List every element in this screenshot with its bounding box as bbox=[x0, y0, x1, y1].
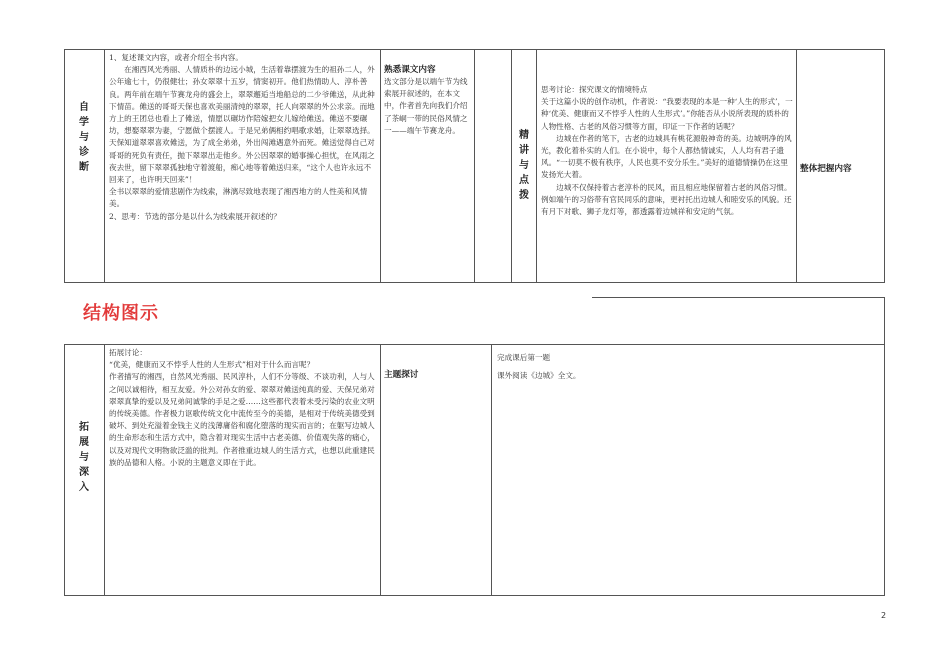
paragraph: 作者描写的湘西，自然风光秀丽、民风淳朴，人们不分等级、不谈功利，人与人之间以诚相待，相互友爱。外公对孙女的爱、翠翠对傩送纯真的爱、天保兄弟对翠翠真挚的爱以及兄弟间诚挚的手足之爱……这些都代表着未受污染的农业文明的传统美德。作者极力讴歌传统文化中流传至今的美德，是相对于传统美德受到破坏、到处充溢着金钱主义的浅薄庸俗和腐化堕落的现实而言的；在躯写边城人的生命形态和生活方式中，隐含着对现实生活中古老美德、价值观失落的痛心，以及对现代文明物欲泛滥的批判。作者推重边城人的生活方式，也想以此重建民族的品德和人格。小说的主题意义即在于此。 bbox=[109, 372, 375, 467]
section2-right-text bbox=[497, 352, 877, 382]
section1-right-text bbox=[541, 84, 793, 218]
structure-title: 结构图示 bbox=[83, 303, 159, 324]
label-char: 点 bbox=[519, 175, 529, 186]
label-char: 与 bbox=[519, 160, 529, 171]
structure-box-top bbox=[592, 297, 885, 298]
paragraph: 在湘西风光秀丽、人情质朴的边远小城，生活着靠摆渡为生的祖孙二人，外公年逾七十，仍很健壮；孙女翠翠十五岁，情窦初开。他们热情助人、淳朴善良。两年前在端午节赛龙舟的盛会上，翠翠邂逅当地船总的二少爷傩送，从此种下情苗。傩送的哥哥天保也喜欢美丽清纯的翠翠，托人向翠翠的外公求亲。而地方上的王团总也看上了傩送，情愿以碾坊作陪嫁把女儿嫁给傩送。傩送不要碾坊，想娶翠翠为妻，宁愿做个摆渡人。于是兄弟俩相约唱歌求婚，让翠翠选择。天保知道翠翠喜欢傩送，为了成全弟弟，外出闯滩遇意外而死。傩送觉得自己对哥哥的死负有责任，抛下翠翠出走他乡。外公因翠翠的婚事操心担忧，在风雨之夜去世，留下翠翠孤独地守着渡船，痴心地等着傩送归来，“这个人也许永远不回来了，也许明天回来”！ bbox=[109, 65, 375, 185]
section2-body-text bbox=[109, 347, 377, 469]
paragraph: 边城在作者的笔下，古老的边城具有桃花源般神奇的美。边城明净的风光，教化着朴实的人们。在小说中，每个人都热情诚实，人人均有君子遗风。“一切莫不极有秩序，人民也莫不安分乐生。”美好的道德情操仍在这里发扬光大着。 bbox=[541, 133, 792, 180]
label-char: 断 bbox=[79, 162, 89, 173]
paragraph: 全书以翠翠的爱情悲剧作为线索，淋漓尽致地表现了湘西地方的人性美和风情美。 bbox=[109, 187, 368, 209]
label-char: 学 bbox=[79, 117, 89, 128]
label-char: 诊 bbox=[79, 147, 89, 158]
paragraph: 关于这篇小说的创作动机，作者说：“我要表现的本是一种‘人生的形式’，一种‘优美、健康而又不悖乎人性的人生形式’。”你能否从小说所表现的质朴的人物性格、古老的风俗习惯等方面，印证一下作者的话呢？ bbox=[541, 97, 793, 131]
paragraph: 边城不仅保持着古老淳朴的民风，而且相应地保留着古老的风俗习惯。例如端午的习俗带有官民同乐的意味，更衬托出边城人和睦安乐的风貌。还有月下对歌、狮子龙灯等，都透露着边城祥和安定的气氛。 bbox=[541, 182, 792, 217]
paragraph: 完成课后第一题 bbox=[497, 353, 551, 362]
section1-left-label bbox=[77, 100, 91, 175]
section1-far-right-heading: 整体把握内容 bbox=[800, 164, 852, 174]
paragraph: 拓展讨论： bbox=[109, 348, 147, 357]
paragraph: 选文部分是以端午节为线索展开叙述的，在本文中，作者首先向我们介绍了茶峒一带的民俗风情之一——端午节赛龙舟。 bbox=[384, 77, 468, 135]
section2-left-label bbox=[77, 420, 91, 495]
label-char: 拓 bbox=[79, 422, 89, 433]
paragraph: 思考讨论：探究课文的情境特点 bbox=[541, 85, 648, 94]
paragraph: 1、复述课文内容，或者介绍全书内容。 bbox=[109, 53, 243, 62]
paragraph: 2、思考：节选的部分是以什么为线索展开叙述的？ bbox=[109, 211, 281, 221]
paragraph: “优美，健康而又不悖乎人性的人生形式”相对于什么而言呢？ bbox=[109, 360, 315, 370]
label-char: 拨 bbox=[519, 190, 529, 201]
label-char: 与 bbox=[79, 452, 89, 463]
section1-mid-text bbox=[384, 76, 471, 137]
label-char: 展 bbox=[79, 437, 89, 448]
section2-mid-heading: 主题探讨 bbox=[384, 370, 419, 380]
label-char: 入 bbox=[79, 482, 89, 493]
section1-mid-heading: 熟悉课文内容 bbox=[384, 65, 436, 75]
label-char: 自 bbox=[79, 102, 89, 113]
structure-box-right bbox=[884, 297, 885, 345]
label-char: 深 bbox=[79, 467, 89, 478]
label-char: 精 bbox=[519, 130, 529, 141]
page-number: 2 bbox=[881, 611, 887, 620]
section1-body-text bbox=[109, 52, 377, 223]
label-char: 与 bbox=[79, 132, 89, 143]
section1-right-label bbox=[517, 128, 531, 203]
paragraph: 课外阅读《边城》全文。 bbox=[497, 371, 581, 381]
label-char: 讲 bbox=[519, 145, 529, 156]
